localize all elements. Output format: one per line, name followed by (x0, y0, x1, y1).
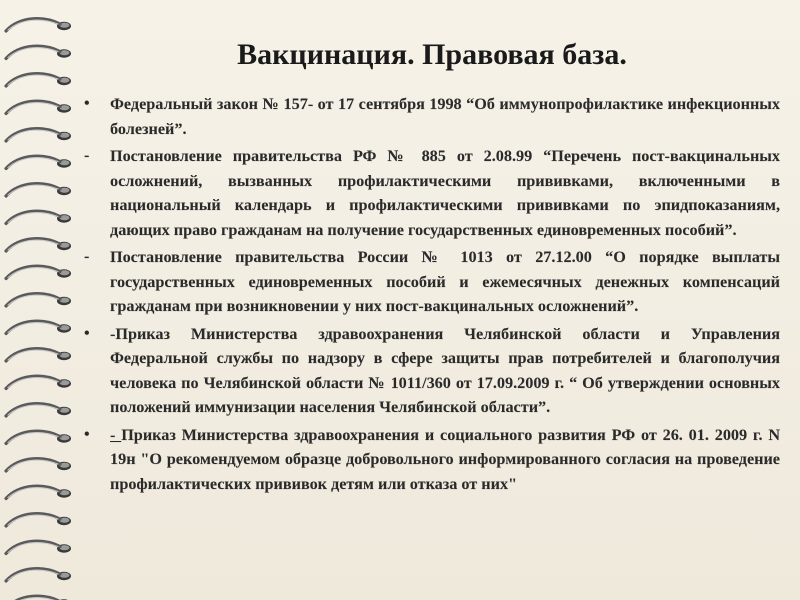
legal-basis-list (84, 92, 780, 499)
binding-ring-shine (8, 268, 58, 278)
dash-marker: - (84, 248, 90, 265)
binding-ring-shine (8, 323, 58, 333)
bullet-marker: • (84, 324, 90, 342)
binding-ring-shine (8, 213, 58, 223)
binding-ring-shine (8, 433, 58, 443)
list-item (84, 92, 780, 141)
binding-ring-shine (8, 295, 58, 305)
slide-title: Вакцинация. Правовая база. (237, 38, 627, 71)
binding-ring-shine (8, 103, 58, 113)
binding-ring-shine (8, 405, 58, 415)
binding-ring-shine (8, 488, 58, 498)
binding-ring-shine (8, 378, 58, 388)
binding-ring-shine (8, 130, 58, 140)
binding-ring-shine (8, 570, 58, 580)
binding-ring-shine (8, 515, 58, 525)
dash-marker: - (84, 147, 90, 164)
bullet-marker: • (84, 95, 90, 112)
list-item-text: Постановление правительства РФ № 885 от 2.08.99 “Перечень пост-вакцинальных осложнений, вызванных профилактическими прививками, включенными в национальный календарь и профилактическими прививками по эпидпоказаниям, дающих право гражданам на получение государственных единовременных пособий”. (110, 147, 780, 239)
list-item (84, 144, 780, 242)
list-item (84, 423, 780, 497)
binding-ring-shine (8, 543, 58, 553)
binding-ring-shine (8, 185, 58, 195)
list-item-text: Приказ Министерства здравоохранения и социального развития РФ от 26. 01. 2009 г. N 19н "О рекомендуемом образце добровольного информированного согласия на проведение профилактических прививок детям или отказа от них" (110, 425, 781, 493)
binding-ring-shine (8, 240, 58, 250)
list-item (84, 245, 780, 319)
spiral-binding (0, 0, 92, 600)
binding-ring-shine (8, 48, 58, 58)
binding-ring-shine (8, 158, 58, 168)
list-item-text: Федеральный закон № 157- от 17 сентября 1998 “Об иммунопрофилактике инфекционных болезней”. (110, 95, 780, 138)
bullet-marker: • (84, 425, 90, 443)
list-item-text: Постановление правительства России № 1013 от 27.12.00 “О порядке выплаты государственных единовременных пособий и ежемесячных денежных компенсаций гражданам при возникновении у них пост-вакцинальных осложнений”. (110, 248, 780, 315)
binding-ring-shine (8, 350, 58, 360)
list-item-text: -Приказ Министерства здравоохранения Челябинской области и Управления Федеральной службы по надзору в сфере защиты прав потребителей и благополучия человека по Челябинской области № 1011/360 от 17.09.2009 г. “ Об утверждении основных положений иммунизации населения Челябинской области”. (110, 324, 780, 416)
binding-ring-shine (8, 20, 58, 30)
binding-ring-shine (8, 75, 58, 85)
list-item-prefix: - (110, 425, 122, 444)
list-item (84, 322, 780, 420)
binding-ring-shine (8, 460, 58, 470)
slide-content (84, 0, 780, 600)
